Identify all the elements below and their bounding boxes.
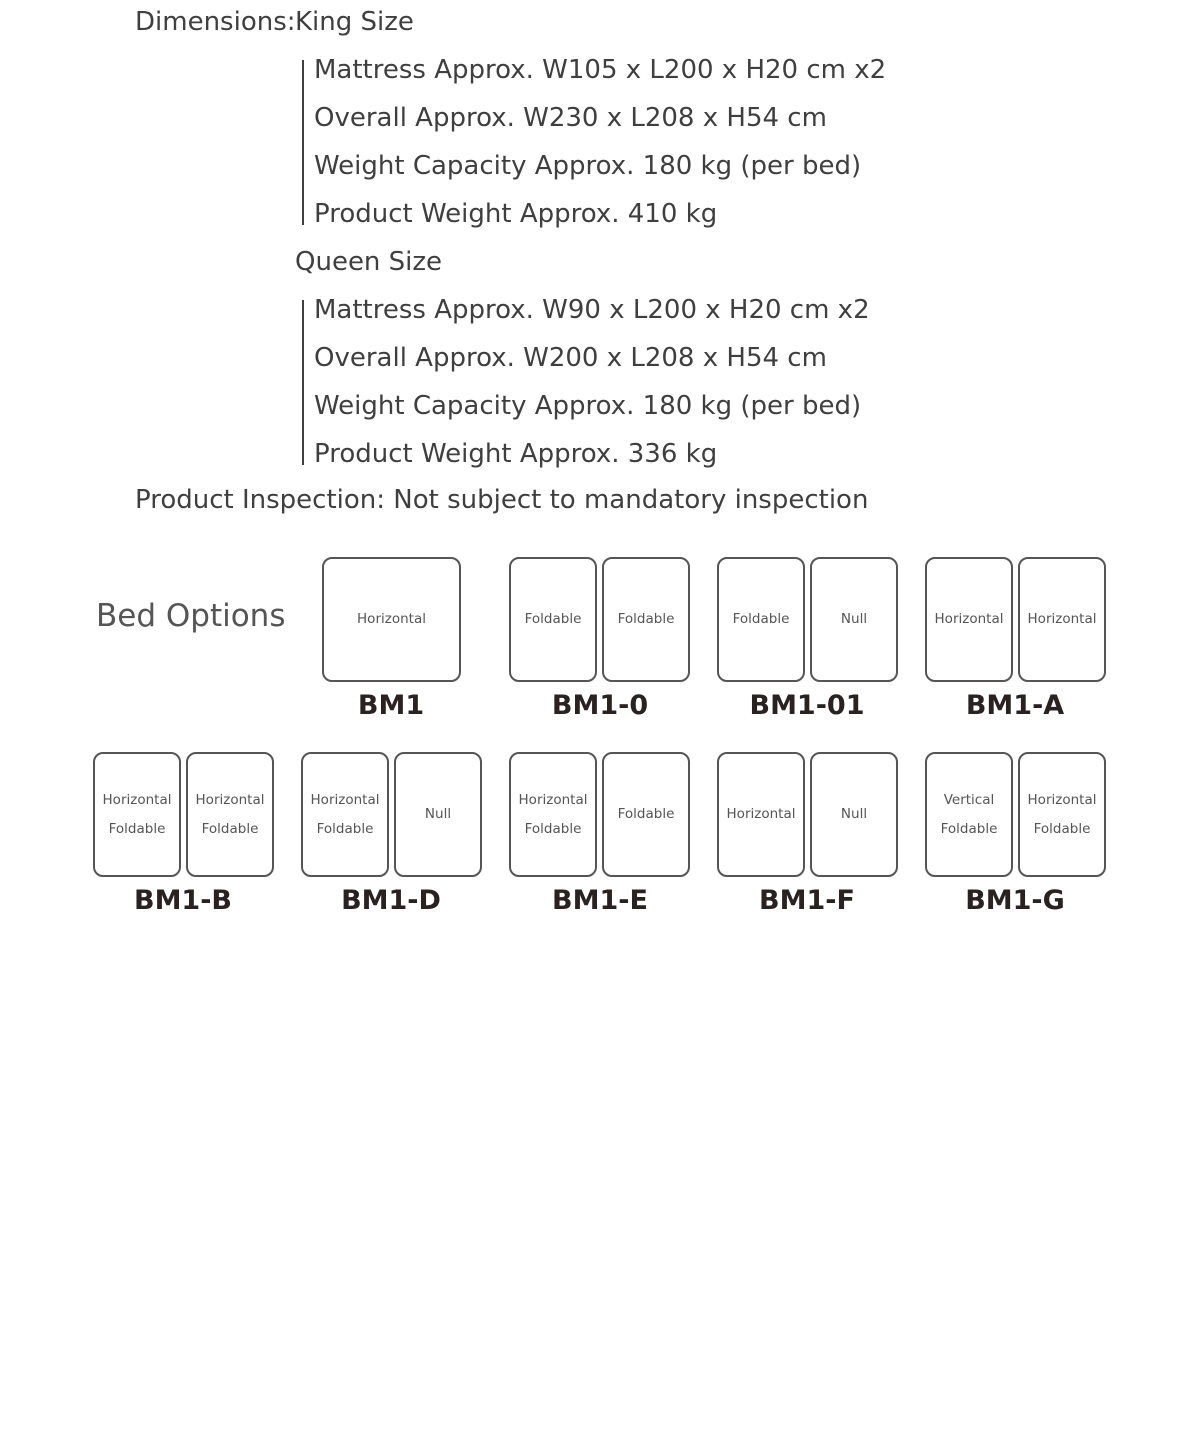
bed-options-title: Bed Options [96, 598, 286, 634]
bed-type-label: Null [840, 806, 868, 822]
option-code: BM1-A [965, 690, 1065, 721]
bed-type-label: Horizontal [726, 806, 796, 822]
bed-type-label: Null [424, 806, 452, 822]
king-capacity-spec: Weight Capacity Approx. 180 kg (per bed) [314, 151, 862, 181]
bed-diagram-right [1018, 752, 1106, 877]
bed-diagram-left [717, 557, 805, 682]
bed-type-label: Horizontal [934, 611, 1004, 627]
king-weight-spec: Product Weight Approx. 410 kg [314, 199, 718, 229]
bed-type-label: Horizontal [195, 791, 265, 808]
option-code: BM1-E [552, 885, 648, 916]
option-code: BM1-01 [749, 690, 865, 721]
bed-type-label: Horizontal [1027, 611, 1097, 627]
bed-type-label: Horizontal [1027, 791, 1097, 808]
bed-type-label: Foldable [316, 820, 374, 837]
bed-diagram-right [186, 752, 274, 877]
bed-diagram-right [602, 752, 690, 877]
queen-weight-spec: Product Weight Approx. 336 kg [314, 439, 718, 469]
bed-diagram-right [394, 752, 482, 877]
dimensions-label: Dimensions: [135, 7, 296, 37]
bed-diagram [322, 557, 461, 682]
bed-type-label: Horizontal [518, 791, 588, 808]
option-code: BM1-D [341, 885, 441, 916]
bed-diagram-right [810, 557, 898, 682]
bed-diagram-left [509, 752, 597, 877]
bed-type-label: Foldable [524, 820, 582, 837]
bed-diagram-left [301, 752, 389, 877]
bed-type-label: Foldable [732, 611, 790, 627]
queen-capacity-spec: Weight Capacity Approx. 180 kg (per bed) [314, 391, 862, 421]
bed-type-label: Foldable [1033, 820, 1091, 837]
option-code: BM1-F [759, 885, 855, 916]
bed-type-label: Foldable [617, 806, 675, 822]
bed-type-label: Horizontal [310, 791, 380, 808]
bed-type-label: Vertical [943, 791, 995, 808]
product-inspection: Product Inspection: Not subject to mandatory inspection [135, 485, 869, 515]
queen-overall-spec: Overall Approx. W200 x L208 x H54 cm [314, 343, 827, 373]
option-code: BM1-G [965, 885, 1065, 916]
bed-type-label: Foldable [524, 611, 582, 627]
bed-diagram-left [509, 557, 597, 682]
option-code: BM1-B [133, 885, 233, 916]
king-mattress-spec: Mattress Approx. W105 x L200 x H20 cm x2 [314, 55, 887, 85]
bed-type-label: Foldable [108, 820, 166, 837]
option-code: BM1 [357, 690, 425, 721]
bed-diagram-left [925, 752, 1013, 877]
bed-diagram-right [602, 557, 690, 682]
bed-type-label: Foldable [940, 820, 998, 837]
bed-diagram-left [93, 752, 181, 877]
bed-diagram-right [810, 752, 898, 877]
king-spec-divider [302, 60, 304, 225]
bed-type-label: Horizontal [357, 611, 426, 627]
bed-type-label: Foldable [617, 611, 675, 627]
queen-spec-divider [302, 300, 304, 465]
bed-diagram-left [717, 752, 805, 877]
bed-type-label: Foldable [201, 820, 259, 837]
queen-size-heading: Queen Size [295, 247, 443, 277]
king-size-heading: King Size [295, 7, 414, 37]
bed-diagram-left [925, 557, 1013, 682]
bed-type-label: Horizontal [102, 791, 172, 808]
bed-type-label: Null [840, 611, 868, 627]
bed-diagram-right [1018, 557, 1106, 682]
queen-mattress-spec: Mattress Approx. W90 x L200 x H20 cm x2 [314, 295, 870, 325]
king-overall-spec: Overall Approx. W230 x L208 x H54 cm [314, 103, 827, 133]
option-code: BM1-0 [551, 690, 649, 721]
